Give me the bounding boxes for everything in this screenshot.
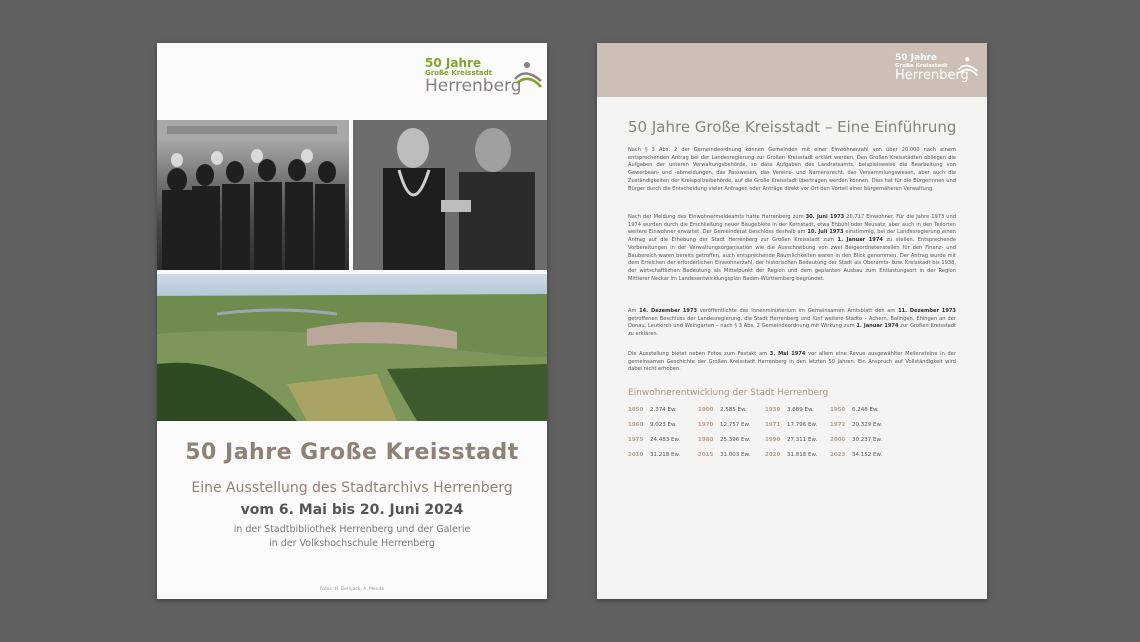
population-cell: 1939 3.689 Ew. bbox=[765, 407, 814, 413]
logo-swoosh-icon bbox=[957, 55, 979, 77]
population-cell: 2020 31.818 Ew. bbox=[765, 452, 818, 458]
population-table-title: Einwohnerentwicklung der Stadt Herrenberg bbox=[628, 388, 829, 398]
population-cell: 1990 27.311 Ew. bbox=[765, 437, 818, 443]
population-cell: 2023 34.152 Ew. bbox=[830, 452, 883, 458]
introduction-title: 50 Jahre Große Kreisstadt – Eine Einführung bbox=[628, 118, 957, 136]
logo-line-3: Herrenberg bbox=[895, 68, 969, 83]
poster-venue-line-1: in der Stadtbibliothek Herrenberg und der Galerie bbox=[233, 524, 471, 535]
logo-line-1: 50 Jahre bbox=[425, 56, 482, 70]
anniversary-logo bbox=[425, 57, 543, 107]
poster-title: 50 Jahre Große Kreisstadt bbox=[185, 440, 519, 465]
anniversary-logo-white bbox=[895, 53, 981, 93]
logo-line-1: 50 Jahre bbox=[895, 53, 938, 63]
logo-swoosh-icon bbox=[513, 59, 543, 89]
population-cell: 1950 6.248 Ew. bbox=[830, 407, 879, 413]
population-cell: 1971 17.796 Ew. bbox=[765, 422, 818, 428]
assembly-hall-photo bbox=[157, 120, 349, 270]
population-cell: 2000 30.237 Ew. bbox=[830, 437, 883, 443]
introduction-page bbox=[597, 43, 987, 599]
population-cell: 1850 2.374 Ew. bbox=[628, 407, 677, 413]
page-header-band bbox=[597, 43, 987, 97]
intro-paragraph-3: Am 14. Dezember 1973 veröffentlichte das Innenministerium im Gemeinsamen Amtsblatt den am 11. Dezember 1973 getroffenen Beschluss der Landesregierung, die Stadt Herrenberg und fünf weitere Städte – Achern, Balingen, Ehingen an der Donau, Leutkirch und Weingarten – nach § 3 Abs. 2 Gemeindeordnung mit Wirkung zum 1. Januar 1974 zur Großen Kreisstadt zu erklären. bbox=[628, 308, 957, 338]
population-cell: 1970 12.757 Ew. bbox=[698, 422, 751, 428]
population-cell: 2015 31.003 Ew. bbox=[698, 452, 751, 458]
exhibition-poster bbox=[157, 43, 547, 599]
poster-dates: vom 6. Mai bis 20. Juni 2024 bbox=[240, 502, 464, 518]
intro-paragraph-4: Die Ausstellung bietet neben Fotos zum Festakt am 3. Mai 1974 vor allem eine Revue ausgewählter Meilensteine in der gemeinsamen Geschichte der Großen Kreisstadt Herrenberg in den letzten 50 Jahren. Ein Anspruch auf Vollständigkeit wird dabei nicht erhoben. bbox=[628, 351, 956, 373]
photo-credit: Fotos: H. Bernjack, A. Mende bbox=[319, 587, 385, 592]
population-cell: 2010 31.218 Ew. bbox=[628, 452, 681, 458]
population-cell: 1972 20.329 Ew. bbox=[830, 422, 883, 428]
intro-paragraph-1: Nach § 3 Abs. 2 der Gemeindeordnung können Gemeinden mit einer Einwohnerzahl von über 20.000 nach einem entsprechenden Antrag bei der Landesregierung zur Großen Kreisstadt erklärt werden. Den Großen Kreisstädten obliegen die Aufgaben der unteren Verwaltungsbehörde, so dass Aufgaben des Landratsamts, beispielsweise die Bearbeitung von Gewerbean- und -abmeldungen, das Passwesen, das Vereins- und Namensrecht, das Versammlungswesen, aber auch die Zuständigkeiten der Kreispolizeibehörde, auf die Große Kreisstadt übertragen werden können. Dies hat für die Bürgerinnen und Bürger durch die Entscheidung vieler Anfragen oder Anträge direkt vor Ort den Vorteil einer bürgernäheren Verwaltung. bbox=[628, 147, 956, 192]
logo-line-2: Große Kreisstadt bbox=[425, 69, 493, 77]
population-cell: 1900 2.585 Ew. bbox=[698, 407, 747, 413]
aerial-town-photo bbox=[157, 274, 547, 421]
logo-line-3: Herrenberg bbox=[425, 76, 522, 96]
poster-venue-line-2: in der Volkshochschule Herrenberg bbox=[269, 538, 435, 549]
ceremony-photo bbox=[353, 120, 547, 270]
logo-line-2: Große Kreisstadt bbox=[895, 63, 948, 69]
population-cell: 1980 25.396 Ew. bbox=[698, 437, 751, 443]
population-cell: 1960 9.023 Ew. bbox=[628, 422, 677, 428]
intro-paragraph-2: Nach der Meldung des Einwohnermeldeamts hatte Herrenberg zum 30. Juni 1973 20.717 Einwohner. Für die Jahre 1973 und 1974 wurden durch die Erschließung neuer Baugebiete in der Kernstadt, etwa Ehbühl oder Neusatz, aber auch in den Teilorten weitere Einwohner erwartet. Der Gemeinderat beschloss deshalb am 10. Juli 1973 einstimmig, bei der Landesregierung einen Antrag auf die Erhebung der Stadt Herrenberg zur Großen Kreisstadt zum 1. Januar 1974 zu stellen. Entsprechende Vorbereitungen in der Verwaltungsorganisation wie die Ausschreibung von zwei Beigeordnetenstellen für den Finanz- und Baubereich waren bereits getroffen, auch entsprechende Räumlichkeiten waren in den Blick genommen. Der Antrag wurde mit dem Erreichen der erforderlichen Einwohnerzahl, der historischen Bedeutung der Stadt als Oberamts- bzw. Kreisstadt bis 1938, der wirtschaftlichen Bedeutung als Mittelpunkt der Region und dem geplanten Ausbau zum Entlastungsort in der Region Mittlerer Neckar im Landesentwicklungsplan Baden-Württemberg begründet. bbox=[628, 214, 956, 282]
population-cell: 1975 24.483 Ew. bbox=[628, 437, 681, 443]
poster-subtitle: Eine Ausstellung des Stadtarchivs Herrenberg bbox=[191, 480, 513, 496]
